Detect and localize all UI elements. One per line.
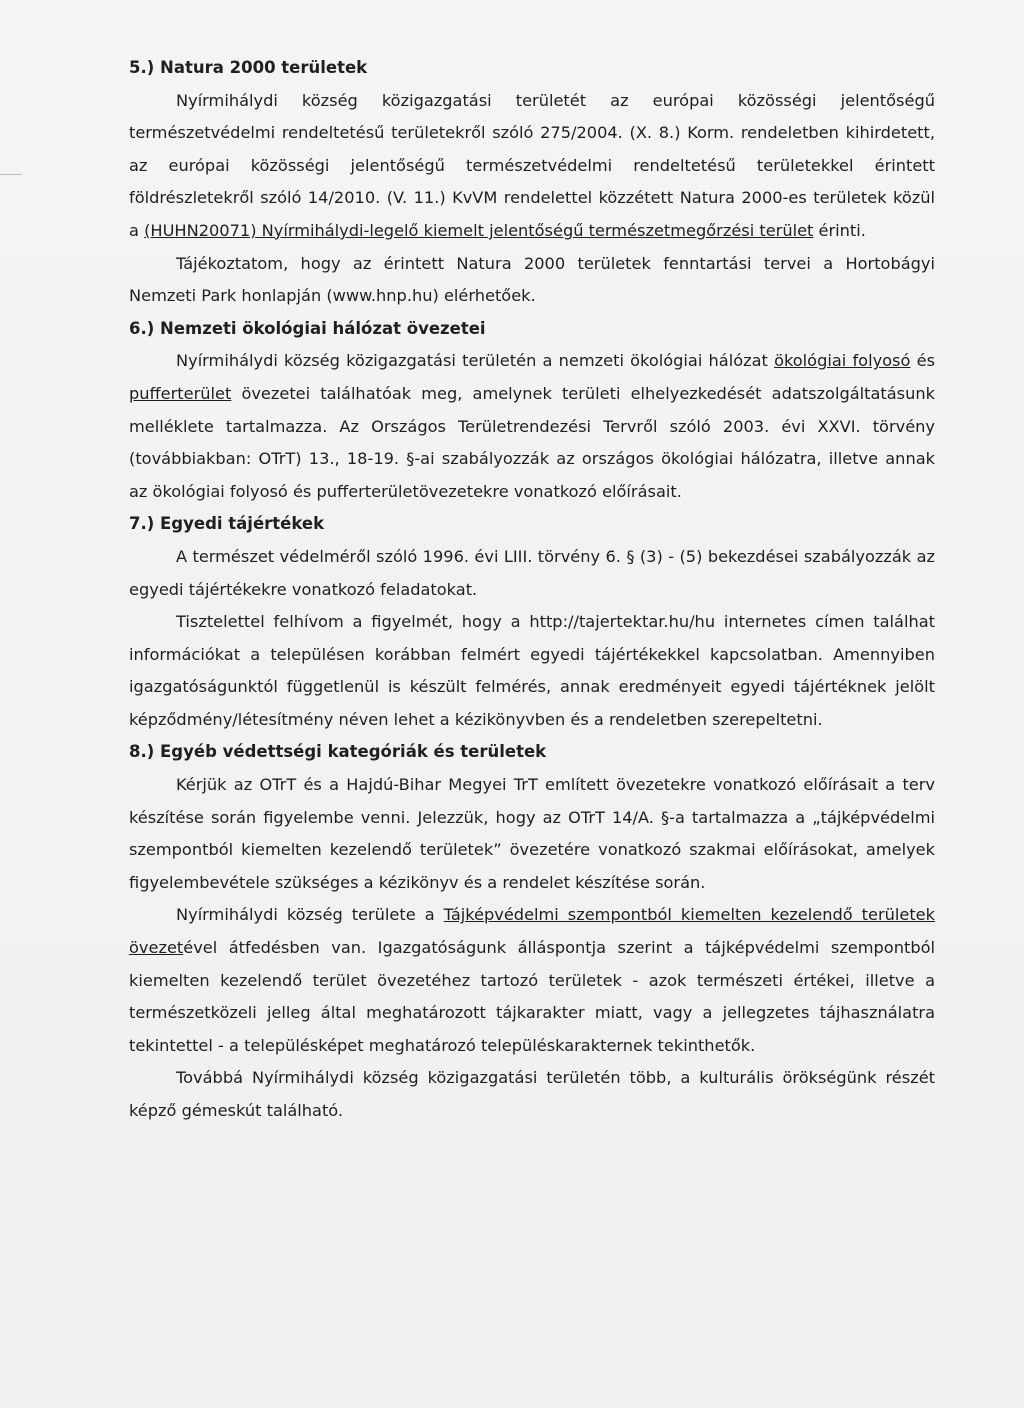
landscape-zone-term: Tájképvédelmi szempontból kiemelten kezelendő területek övezet [129, 905, 935, 958]
text-run: övezetei találhatóak meg, amelynek területi elhelyezkedését adatszolgáltatásunk melléklete tartalmazza. Az Országos Területrendezési Tervről szóló 2003. évi XXVI. törvény (továbbiakban: OTrT) 13., 18-19. §-ai szabályozzák az országos ökológiai hálózatra, illetve annak az ökológiai folyosó és pufferterületövezetekre vonatkozó előírásait. [129, 383, 935, 501]
section-8-paragraph-2 [129, 899, 935, 1062]
text-run: Nyírmihálydi község területe a [176, 905, 444, 925]
text-run: Nyírmihálydi község közigazgatási területét az európai közösségi jelentőségű természetvédelmi rendeltetésű területekről szóló 275/2004. (X. 8.) Korm. rendeletben kihirdetett, az európai közösségi jelentőségű természetvédelmi rendeltetésű területekkel érintett földrészletekről szóló 14/2010. (V. 11.) KvVM rendelettel közzétett Natura 2000-es területek közül a [129, 90, 935, 240]
section-5-paragraph-2: Tájékoztatom, hogy az érintett Natura 2000 területek fenntartási tervei a Hortobágyi Nemzeti Park honlapján (www.hnp.hu) elérhetőek. [129, 253, 935, 306]
text-run: Nyírmihálydi község közigazgatási területén a nemzeti ökológiai hálózat [176, 351, 775, 371]
scan-artifact [0, 174, 22, 175]
section-8-paragraph-1: Kérjük az OTrT és a Hajdú-Bihar Megyei TrT említett övezetekre vonatkozó előírásait a terv készítése során figyelembe venni. Jelezzük, hogy az OTrT 14/A. §-a tartalmazza a „tájképvédelmi szempontból kiemelten kezelendő területek” övezetére vonatkozó szakmai előírásokat, amelyek figyelembevétele szükséges a kézikönyv és a rendelet készítése során. [129, 775, 935, 892]
document-body [129, 52, 935, 1128]
section-7-heading: 7.) Egyedi tájértékek [129, 514, 325, 534]
text-run: érinti. [813, 220, 866, 240]
buffer-zone-term: pufferterület [129, 383, 232, 403]
natura-site-name: (HUHN20071) Nyírmihálydi-legelő kiemelt jelentőségű természetmegőrzési terület [144, 220, 814, 240]
text-run: ével átfedésben van. Igazgatóságunk álláspontja szerint a tájképvédelmi szempontból kiemelten kezelendő terület övezetéhez tartozó területek - azok természeti értékei, illetve a természetközeli jelleg által meghatározott tájkarakter miatt, vagy a jellegzetes tájhasználatra tekintettel - a településképet meghatározó településkarakternek tekinthetők. [129, 938, 935, 1055]
section-8-paragraph-3: Továbbá Nyírmihálydi község közigazgatási területén több, a kulturális örökségünk részét képző gémeskút található. [129, 1068, 935, 1120]
section-8-heading: 8.) Egyéb védettségi kategóriák és területek [129, 742, 547, 762]
section-5-heading: 5.) Natura 2000 területek [129, 58, 368, 77]
section-6-heading: 6.) Nemzeti ökológiai hálózat övezetei [129, 318, 486, 338]
text-run: és [910, 351, 935, 371]
section-5-paragraph-1 [129, 85, 935, 248]
section-7-paragraph-1: A természet védelméről szóló 1996. évi LIII. törvény 6. § (3) - (5) bekezdései szabályozzák az egyedi tájértékekre vonatkozó feladatokat. [129, 546, 935, 599]
section-6-paragraph-1 [129, 345, 935, 508]
ecological-corridor-term: ökológiai folyosó [774, 351, 911, 371]
section-7-paragraph-2: Tisztelettel felhívom a figyelmét, hogy a http://tajertektar.hu/hu internetes címen találhat információkat a településen korábban felmért egyedi tájértékekkel kapcsolatban. Amennyiben igazgatóságunktól függetlenül is készült felmérés, annak eredményeit egyedi tájértéknek jelölt képződmény/létesítmény néven lehet a kézikönyvben és a rendeletben szerepeltetni. [129, 612, 935, 729]
